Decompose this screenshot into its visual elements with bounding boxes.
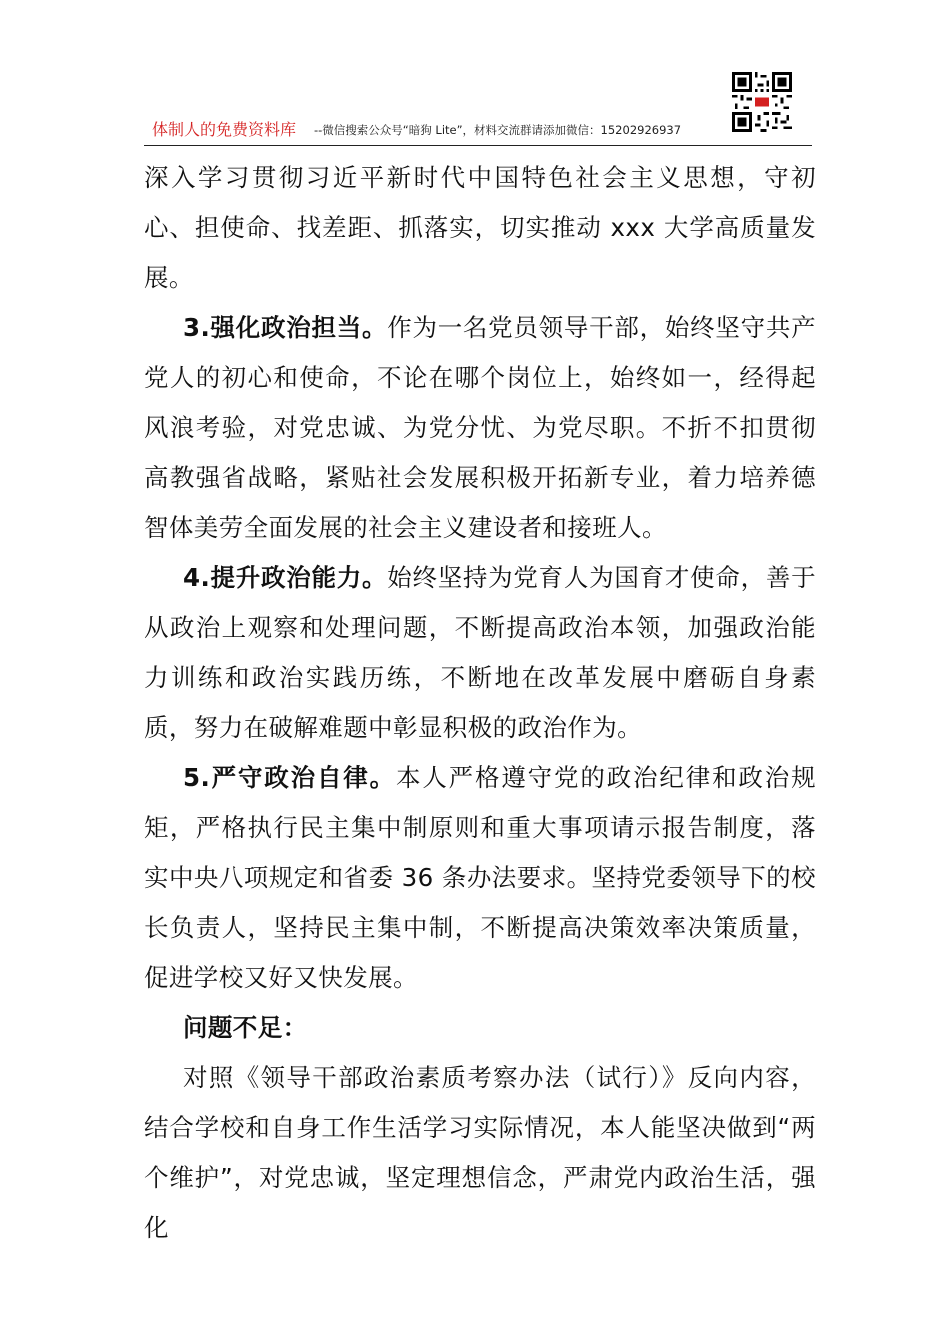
paragraph-item-3 (144, 303, 816, 553)
qr-code-icon (732, 72, 792, 132)
item-3-heading: 3.强化政治担当。 (183, 313, 388, 342)
header-note: --微信搜索公众号“暗狗 Lite”，材料交流群请添加微信：15202926937 (314, 123, 682, 137)
paragraph-closing: 对照《领导干部政治素质考察办法（试行）》反向内容，结合学校和自身工作生活学习实际情况，本人能坚决做到“两个维护”，对党忠诚，坚定理想信念，严肃党内政治生活，强化 (144, 1063, 816, 1242)
header-divider (144, 145, 812, 146)
item-4-text: 始终坚持为党育人为国育才使命，善于从政治上观察和处理问题，不断提高政治本领，加强政治能力训练和政治实践历练，不断地在改革发展中磨砺自身素质，努力在破解难题中彰显积极的政治作为。 (144, 563, 816, 742)
item-3-text: 作为一名党员领导干部，始终坚守共产党人的初心和使命，不论在哪个岗位上，始终如一，经得起风浪考验，对党忠诚、为党分忧、为党尽职。不折不扣贯彻高教强省战略，紧贴社会发展积极开拓新专业，着力培养德智体美劳全面发展的社会主义建设者和接班人。 (144, 313, 816, 542)
paragraph-item-4 (144, 553, 816, 753)
paragraph-intro (144, 153, 816, 303)
item-4-heading: 4.提升政治能力。 (183, 563, 388, 592)
paragraph-text: 深入学习贯彻习近平新时代中国特色社会主义思想，守初心、担使命、找差距、抓落实，切实推动 xxx 大学高质量发展。 (144, 163, 816, 292)
page-header (144, 70, 812, 146)
section-heading: 问题不足： (183, 1013, 308, 1042)
item-5-heading: 5.严守政治自律。 (183, 763, 396, 792)
header-brand: 体制人的免费资料库 (152, 120, 297, 139)
paragraph-item-5 (144, 753, 816, 1003)
item-5-text: 本人严格遵守党的政治纪律和政治规矩，严格执行民主集中制原则和重大事项请示报告制度，落实中央八项规定和省委 36 条办法要求。坚持党委领导下的校长负责人，坚持民主集中制，不断提高决策效率决策质量，促进学校又好又快发展。 (144, 763, 816, 992)
document-body (144, 153, 816, 1253)
